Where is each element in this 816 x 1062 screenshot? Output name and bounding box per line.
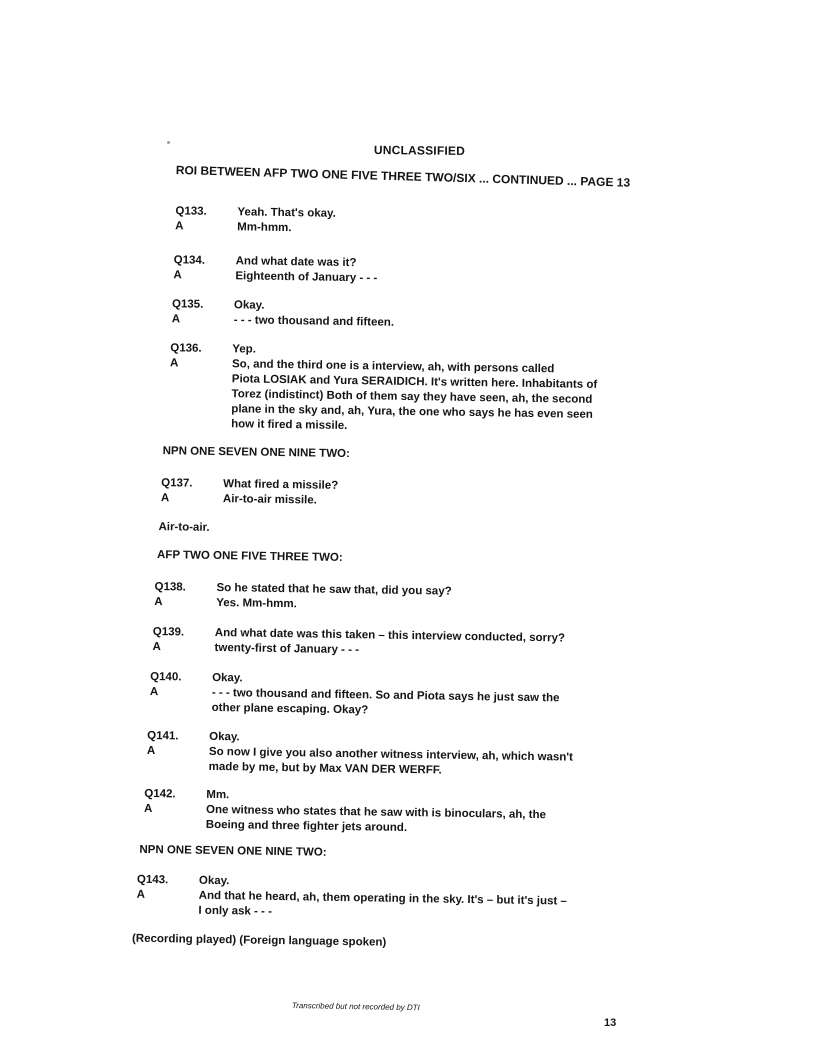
speaker-heading-npn: NPN ONE SEVEN ONE NINE TWO: — [139, 843, 327, 859]
question-text: Okay. — [198, 874, 230, 888]
answer-line: - - - two thousand and fifteen. So and Piota says he just saw the — [211, 686, 560, 705]
answer-label: A — [146, 744, 156, 758]
question-text: Yep. — [232, 343, 257, 356]
speaker-heading-afp: AFP TWO ONE FIVE THREE TWO: — [156, 549, 343, 564]
question-number: Q135. — [171, 298, 204, 311]
page-number: 13 — [604, 1017, 617, 1029]
answer-label: A — [152, 640, 162, 654]
question-text: Okay. — [212, 671, 243, 685]
question-number: Q137. — [161, 477, 193, 490]
question-text: So he stated that he saw that, did you say? — [216, 581, 452, 598]
answer-line: Boeing and three fighter jets around. — [205, 818, 408, 835]
answer-line: Torez (indistinct) Both of them say they have seen, ah, the second — [231, 388, 593, 406]
answer-line: So now I give you also another witness interview, ah, which wasn't — [208, 745, 574, 764]
answer-line: I only ask - - - — [198, 904, 273, 918]
transcript-line: (Recording played) (Foreign language spoken) — [131, 932, 387, 949]
answer-label: A — [173, 269, 182, 282]
classification-marking: UNCLASSIFIED — [373, 143, 466, 158]
question-number: Q142. — [144, 787, 176, 801]
answer-text: Mm-hmm. — [237, 221, 292, 235]
question-text: Okay. — [209, 730, 240, 744]
question-number: Q133. — [175, 205, 207, 218]
question-text: Mm. — [206, 788, 230, 802]
question-text: Yeah. That's okay. — [237, 206, 336, 220]
question-number: Q141. — [147, 729, 179, 743]
answer-line: So, and the third one is a interview, ah, with persons called — [231, 358, 555, 376]
transcript-line: Air-to-air. — [158, 521, 210, 534]
running-header: ROI BETWEEN AFP TWO ONE FIVE THREE TWO/SIX ... CONTINUED ... PAGE 13 — [175, 163, 631, 190]
speaker-heading-npn: NPN ONE SEVEN ONE NINE TWO: — [162, 445, 350, 461]
question-text: What fired a missile? — [223, 478, 339, 492]
answer-line: Piota LOSIAK and Yura SERAIDICH. It's written here. Inhabitants of — [231, 373, 598, 391]
question-text: And what date was this taken – this interview conducted, sorry? — [214, 626, 566, 645]
answer-line: One witness who states that he saw with is binoculars, ah, the — [205, 803, 547, 822]
answer-text: Air-to-air missile. — [222, 493, 317, 507]
answer-text: twenty-first of January - - - — [214, 641, 360, 657]
answer-text: Eighteenth of January - - - — [235, 270, 378, 285]
question-number: Q138. — [154, 581, 186, 594]
question-number: Q143. — [136, 873, 169, 887]
answer-label: A — [143, 802, 153, 816]
answer-line: other plane escaping. Okay? — [211, 701, 369, 717]
question-number: Q139. — [152, 626, 185, 639]
question-number: Q140. — [150, 670, 182, 684]
question-number: Q134. — [173, 254, 206, 267]
answer-label: A — [169, 357, 179, 370]
answer-line: made by me, but by Max VAN DER WERFF. — [208, 760, 442, 777]
answer-line: And that he heard, ah, them operating in the sky. It's – but it's just – — [198, 889, 567, 908]
question-number: Q136. — [170, 342, 202, 355]
answer-text: Yes. Mm-hmm. — [216, 596, 297, 611]
answer-label: A — [149, 685, 159, 699]
answer-line: how it fired a missile. — [231, 418, 348, 433]
answer-label: A — [171, 313, 181, 326]
answer-text: - - - two thousand and fifteen. — [233, 314, 395, 329]
transcription-note: Transcribed but not recorded by DTI — [291, 1001, 420, 1013]
answer-label: A — [136, 888, 146, 901]
answer-label: A — [175, 220, 184, 233]
answer-line: plane in the sky and, ah, Yura, the one who says he has even seen — [231, 403, 593, 421]
answer-label: A — [154, 596, 163, 609]
question-text: Okay. — [233, 299, 265, 312]
answer-label: A — [160, 492, 170, 505]
question-text: And what date was it? — [235, 255, 357, 270]
